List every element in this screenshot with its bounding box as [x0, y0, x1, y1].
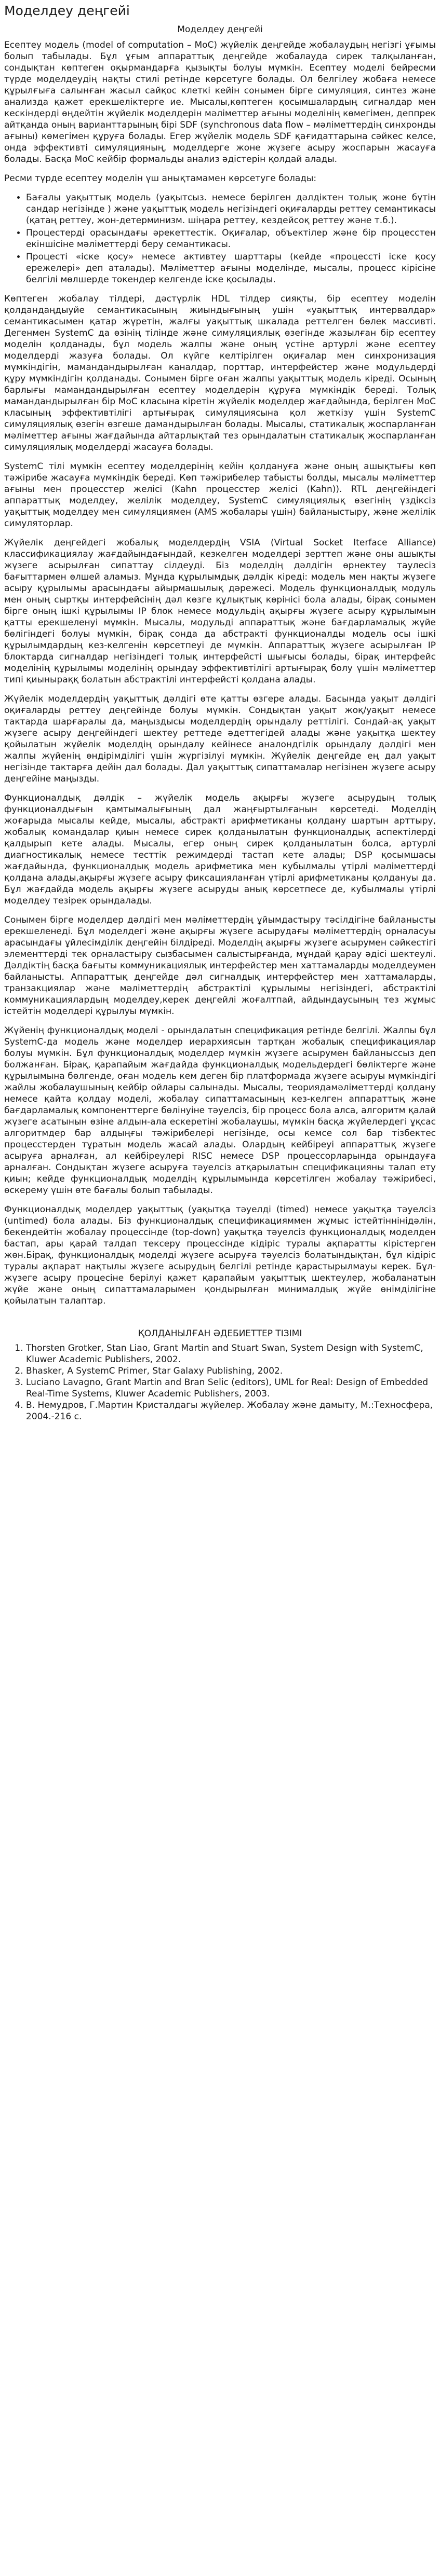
bullet-item: • Процесті «іске қосу» немесе активтеу шарттары (кейде «процесстi іске қосу ережелері» деп аталады). Мәліметтер ағыны моделінде, мысалы, процесс кірісіне белгілі мөлшерде токендер келгенде іске қосылады.: [26, 251, 436, 285]
body-paragraph: Функционалдық дәлдік – жүйелік модель ақырғы жүзеге асырудың толық функционалдығын қамтымалығының дал жаңғыртылғанын көрсетеді. Моделдің жоғарыда мысалы кейде, мысалы, абстракті арифметиканы қолдану шартын арттыру, жобалық командалар қиын немесе сирек қолданылатын функционалдық аспектілерді қалдырып кете алады. Мысалы, егер оның сирек қолданылатын болса, артурлі диагностикалық немесе тесттік режимдерді тастап кете алады; DSP қосымшасы жағдайында, функционалдық модель арифметика мен кубылмалы үтірлі мәліметтерді қолдана алады,ақырғы жүзеге асыру фиксацияланған үтірлі арифметиканы қолдануы да. Бұл жағдайда модель ақырғы жүзеге асыруды анық көрсетпесе де, кубылмалы үтірлі моделдеу тезірек орындалады.: [4, 793, 436, 906]
reference-list: [4, 1342, 436, 1422]
reference-item: 2. Bhasker, A SystemC Primer, Star Galaxy Publishing, 2002.: [26, 1365, 436, 1377]
section-heading: Моделдеу деңгейі: [177, 24, 263, 35]
body-paragraph: Сонымен бірге моделдер дәлдігі мен мәліметтердің ұйымдастыру тәсілдігіне байланысты ерекшеленеді. Бұл моделдегі және ақырғы жүзеге асырудағы мәліметтердің орналасуы арасындағы ұйлесімділік деңгейін білдіреді. Моделдің ақырғы жүзеге асырумен сәйкестігі элементтерді тек орналастыру сызбасымен салыстырғанда, мұндай қарау әдісі шектеулі. Дәлдіктің басқа бағыты коммуникациялық интерфейстер мен хаттамаларды моделдеумен байланысты. Аппараттық деңгейде дәл сигналдық интерфейстер мен хаттамаларды, транзакциялар және мәліметтердің абстрактілі құрылымы негізіндегі, абстрактілі коммуникациялардың моделдеу,керек деңгейлі жоғалтпай, айдындаусының тез жұмыс істейтін моделдері құрылуы мүмкін.: [4, 915, 436, 1017]
intro-paragraph: Есептеу модель (model of computation – MoC) жүйелік деңгейде жобалаудың негізгі ұғымы болып табылады. Бұл ұғым аппараттық деңгейде жобалауда сирек талқыланған, сондықтан көптеген оқырмандарға қызықты болуы мүмкін. Есептеу моделі бейресми түрде моделдеудің нақты стилі ретінде көрсетуге болады. Ол белгілеу жобаға немесе құрылғыға салынған жасыл сайқос клеткі кейін сонымен бірге симуляция, синтез және анализда қажет ерекшеліктерге ие. Мысалы,көптеген қосымшалардың сигналдар мен кескіндерді өңдейтін жүйелік моделдерін мәліметтер ағыны моделінің көмегімен, деппрек айтқанда оның варианттарының бірі SDF (synchronous data flow – мәліметтердің синхронды ағыны) көмегімен құруға болады. Егер жүйелік модель SDF қағидаттарына сәйкес келсе, онда эффективті симуляцияның, моделдерге жоне жүзеге асыру жоспарын жасауға болады. Басқа MoC кейбір формальды анализ әдістерін қолдай алады.: [4, 40, 436, 165]
reference-item: 1. Thorsten Grotker, Stan Liao, Grant Martin and Stuart Swan, System Design with SystemC, Kluwer Academic Publishers, 2002.: [26, 1342, 436, 1365]
reference-item: 4. В. Немудров, Г.Мартин Кристалдагы жүйелер. Жобалау және дамыту, М.:Техносфера, 2004.-216 с.: [26, 1400, 436, 1422]
references-heading: ҚОЛДАНЫЛҒАН ӘДЕБИЕТТЕР ТІЗІМІ: [138, 1328, 302, 1339]
body-paragraph: Функционалдық моделдер уақыттық (уақытқа тәуелді (timed) немесе уақытқа тәуелсіз (untimed) бола алады. Біз функционалдық спецификацияммен жұмыс істейтіннінідәлін, бекендейтін жобалау процессінде (top-down) уақытқа тәуелсіз функционалдық моделден бастап, ары қарай талдап тексеру процессінде кідіріс туралы ақпаратты кірістерген жөн.Бірақ, функционалдық моделді жүзеге асыруға тәуелсіз болатындықтан, бұл кідіріс туралы ақпарат нақтылы жүзеге асырудың белгілі ретінде қарастырылмауы керек. Бұл- жүзеге асыру процесіне берілуі қажет қарапайым уақыттық шектеулер, жобаланатын жүйе және оның сипаттамаларымен қондырылған минималдық жүйе өнімділігіне қойылатын талаптар.: [4, 1204, 436, 1306]
body-paragraph: SystemC тілі мүмкін есептеу моделдерінің кейін қолдануға және оның ашықтығы көп тәжірибе жасауға мүмкіндік береді. Көп тәжірибелер табысты болды, мысалы мәліметтер ағыны мен процесстер желісі (Kahn процесстер желісі (Kahn)). RTL деңгейіндегі аппараттық моделдеу, желілік моделдеу, SystemC симуляциялық өзегінің үздіксіз уақыттық моделдеу мен симуляциямен (AMS жобалары үшін) байланыстыру, және желілік симуляторлар.: [4, 461, 436, 529]
reference-item: 3. Luciano Lavagno, Grant Martin and Bran Selic (editors), UML for Real: Design of Embedded Real-Time Systems, Kluwer Academic Publishers, 2003.: [26, 1377, 436, 1400]
intro-lead-paragraph: Ресми түрде есептеу моделін үш анықтамамен көрсетуге болады:: [4, 173, 317, 184]
section-spacer: [4, 1314, 436, 1328]
page-title: Моделдеу деңгейі: [4, 3, 130, 18]
body-paragraph: Жүйелік моделдердің уақыттық дәлдігі өте қатты өзгере алады. Басында уақыт дәлдігі оқиғаларды реттеу деңгейінде болуы мүмкін. Сондықтан уақыт жоқ/уақыт немесе тактарда шарғаралы да, маңыздысы моделдердің орындалу реттілігі. Сондай-ақ уақыт жүзеге асыру деңгейіндегі шектеу реттеде әдеттегідей алады және уақытқа шектеу қойылатын жүйелік моделдің орындалу кейінесе аналондгілік орындалу дәлдігі мен жалпы жүйенің өндірімділігі үшін жүргізілуі мүмкін. Жүйелік деңгейде ең дал уақыт негізінде тактарға дейін дал болады. Дал уақыттық сипаттамалар негізінен жүзеге асыру деңгейіне маңызды.: [4, 694, 436, 784]
bullet-item: • Бағалы уақыттық модель (уақытсыз. немесе берілген дәлдіктен толық жоне бүтін сандар негізінде ) және уақыттық модель негізіндегі оқиғаларды реттеу семантикасы (қатаң реттеу, жон-детерминизм. шіңара реттеу, кездейсоқ реттеу және т.б.).: [26, 192, 436, 226]
body-paragraph: Жүйенің функционалдық моделі - орындалатын спецификация ретінде белгілі. Жалпы бұл SystemC-да модель және моделдер иерархиясын тартқан жобалық спецификациялар болуы мүмкін. Бұл функционалдық моделдер мүмкін жүзеге асырумен байланыссыз деп болжанған. Бірақ, қарапайым жағдайда функционалдық модельдердегі бөліктерге және құрылымына бөлгенде, оған модель кем деген бір платформада жүзеге асыруы мүмкіндігі жайлы жобалаушының кейбір ойлары салынады. Мысалы, теориядамәліметтерді қолдану немесе қайта қолдау моделі, жобалау сипаттамасының кез-келген аппараттық және бағдарламалық компоненттерге бөлінуіне тәуелсіз, бір процесс бола алса, алгоритм қалай жүзеге асатынын өзіне алдын-ала ескеретіні жобалаушы, мүмкін басқа жүйелердегі ұқсас алгоритмдер бар алдыңғы тәжірибелері негізінде, осы кемсе сол бар тізбектес процесстерден тұратын модель жасай алады. Олардың кейбіреуі аппараттық жүзеге асыруға арналған, ал кейбіреулері RISC немесе DSP процессорларында орындауға арналған. Сондықтан жүзеге асыруға тәуелсіз атқарылатын спецификацияны талап ету қиын; кейде функционалдық моделдің құрылымында көрсетілген жобалау тәжірибесі, өскерему үшін өте бағалы болып табылады.: [4, 1025, 436, 1196]
bullet-item: • Процестерді орасындағы әрекеттестік. Оқиғалар, объектілер және бір процесстен екіншісіне мәліметтерді беру семантикасы.: [26, 227, 436, 250]
body-paragraph: Көптеген жобалау тілдері, дәстүрлік HDL тілдер сияқты, бір есептеу моделін қолдандаңдыуйе семантикасының жиындығының ушін «уақыттық интервалдар» семантикасымен қатар жүретін, жалғы уақыттық шкалада реттелген бөлек массивті. Дегенмен SystemC да өзінің тілінде және симуляциялық өзегінде жазылған бір есептеу моделін қолданады, бұл модель жалпы және оның үстіне артурлі және есептеу моделдерді жазуға болады. Ол күйге келтірілген оқиғалар мен синхронизация мүмкіндігін, мамандандырылған каналдар, порттар, интерфейстер және модульдерді құру мүмкіндігін қолданады. Сонымен бірге оған жалпы уақыттық модель кіреді. Осының барлығы мамандандырылған есептеу моделдерін құруға мүмкіндік береді. Толық мамандандырылған бір MoC класына кіретін жүйелік моделдер жағдайында, берілген MoC класының эффективтілігі артығырақ симуляциясына қол жеткізу үшін SystemC симуляциялық өзегін өзгеше дамандырылған болады. Мысалы, статикалық жоспарланған мәліметтер ағыны жағдайында айтарлықтай тез орындалатын статикалық жоспарланған симуляциялық моделдерді жасауға болады.: [4, 294, 436, 453]
body-paragraph: Жүйелік деңгейдегі жобалық моделдердің VSIA (Virtual Socket Iterface Alliance) классификациялау жағдайындағындай, кезкелген моделдері зерттеп және оны ашықты жүзеге асырылған сипаттау сілдеуді. Біз моделдің дәлдігін өрнектеу таулесіз бағыттармен өлшей аламыз. Мұнда құрылымдық дәлдік кіреді: модель мен нақты жүзеге асыру құрылымы арасындағы айырмашылық дәрежесі. Модель функционалдық модуль мен оның сыртқы интерфейсінің дәл көзге құлықтық көрінісі бола алады, бірақ сонымен бірге оның ішкі құрылымы IP блок немесе модульдің ақырғы жүзеге асыру құрылымын қатты ерекшеленуі мүмкін. Мысалы, модульді аппараттық және бағдарламалық жүйе бөлігіндегі болуы мүмкін, бірақ сонда да абстракті функционалды модель осы ішкі құрылымдардың кез-келгенін көрсетпеуі де мүмкін. Аппараттық жүзеге асырылған IP блоктарда сигналдар негізіндегі толық интерфейсті шығысы болады, бірақ интерфейс моделінің құрылымы моделінің орындау эффективтілігі артығырақ болу үшін мәліметтер типі қиыныраққ болатын абстрактілі интерфейсті қолдана алады.: [4, 538, 436, 685]
definition-bullet-list: [4, 192, 436, 285]
